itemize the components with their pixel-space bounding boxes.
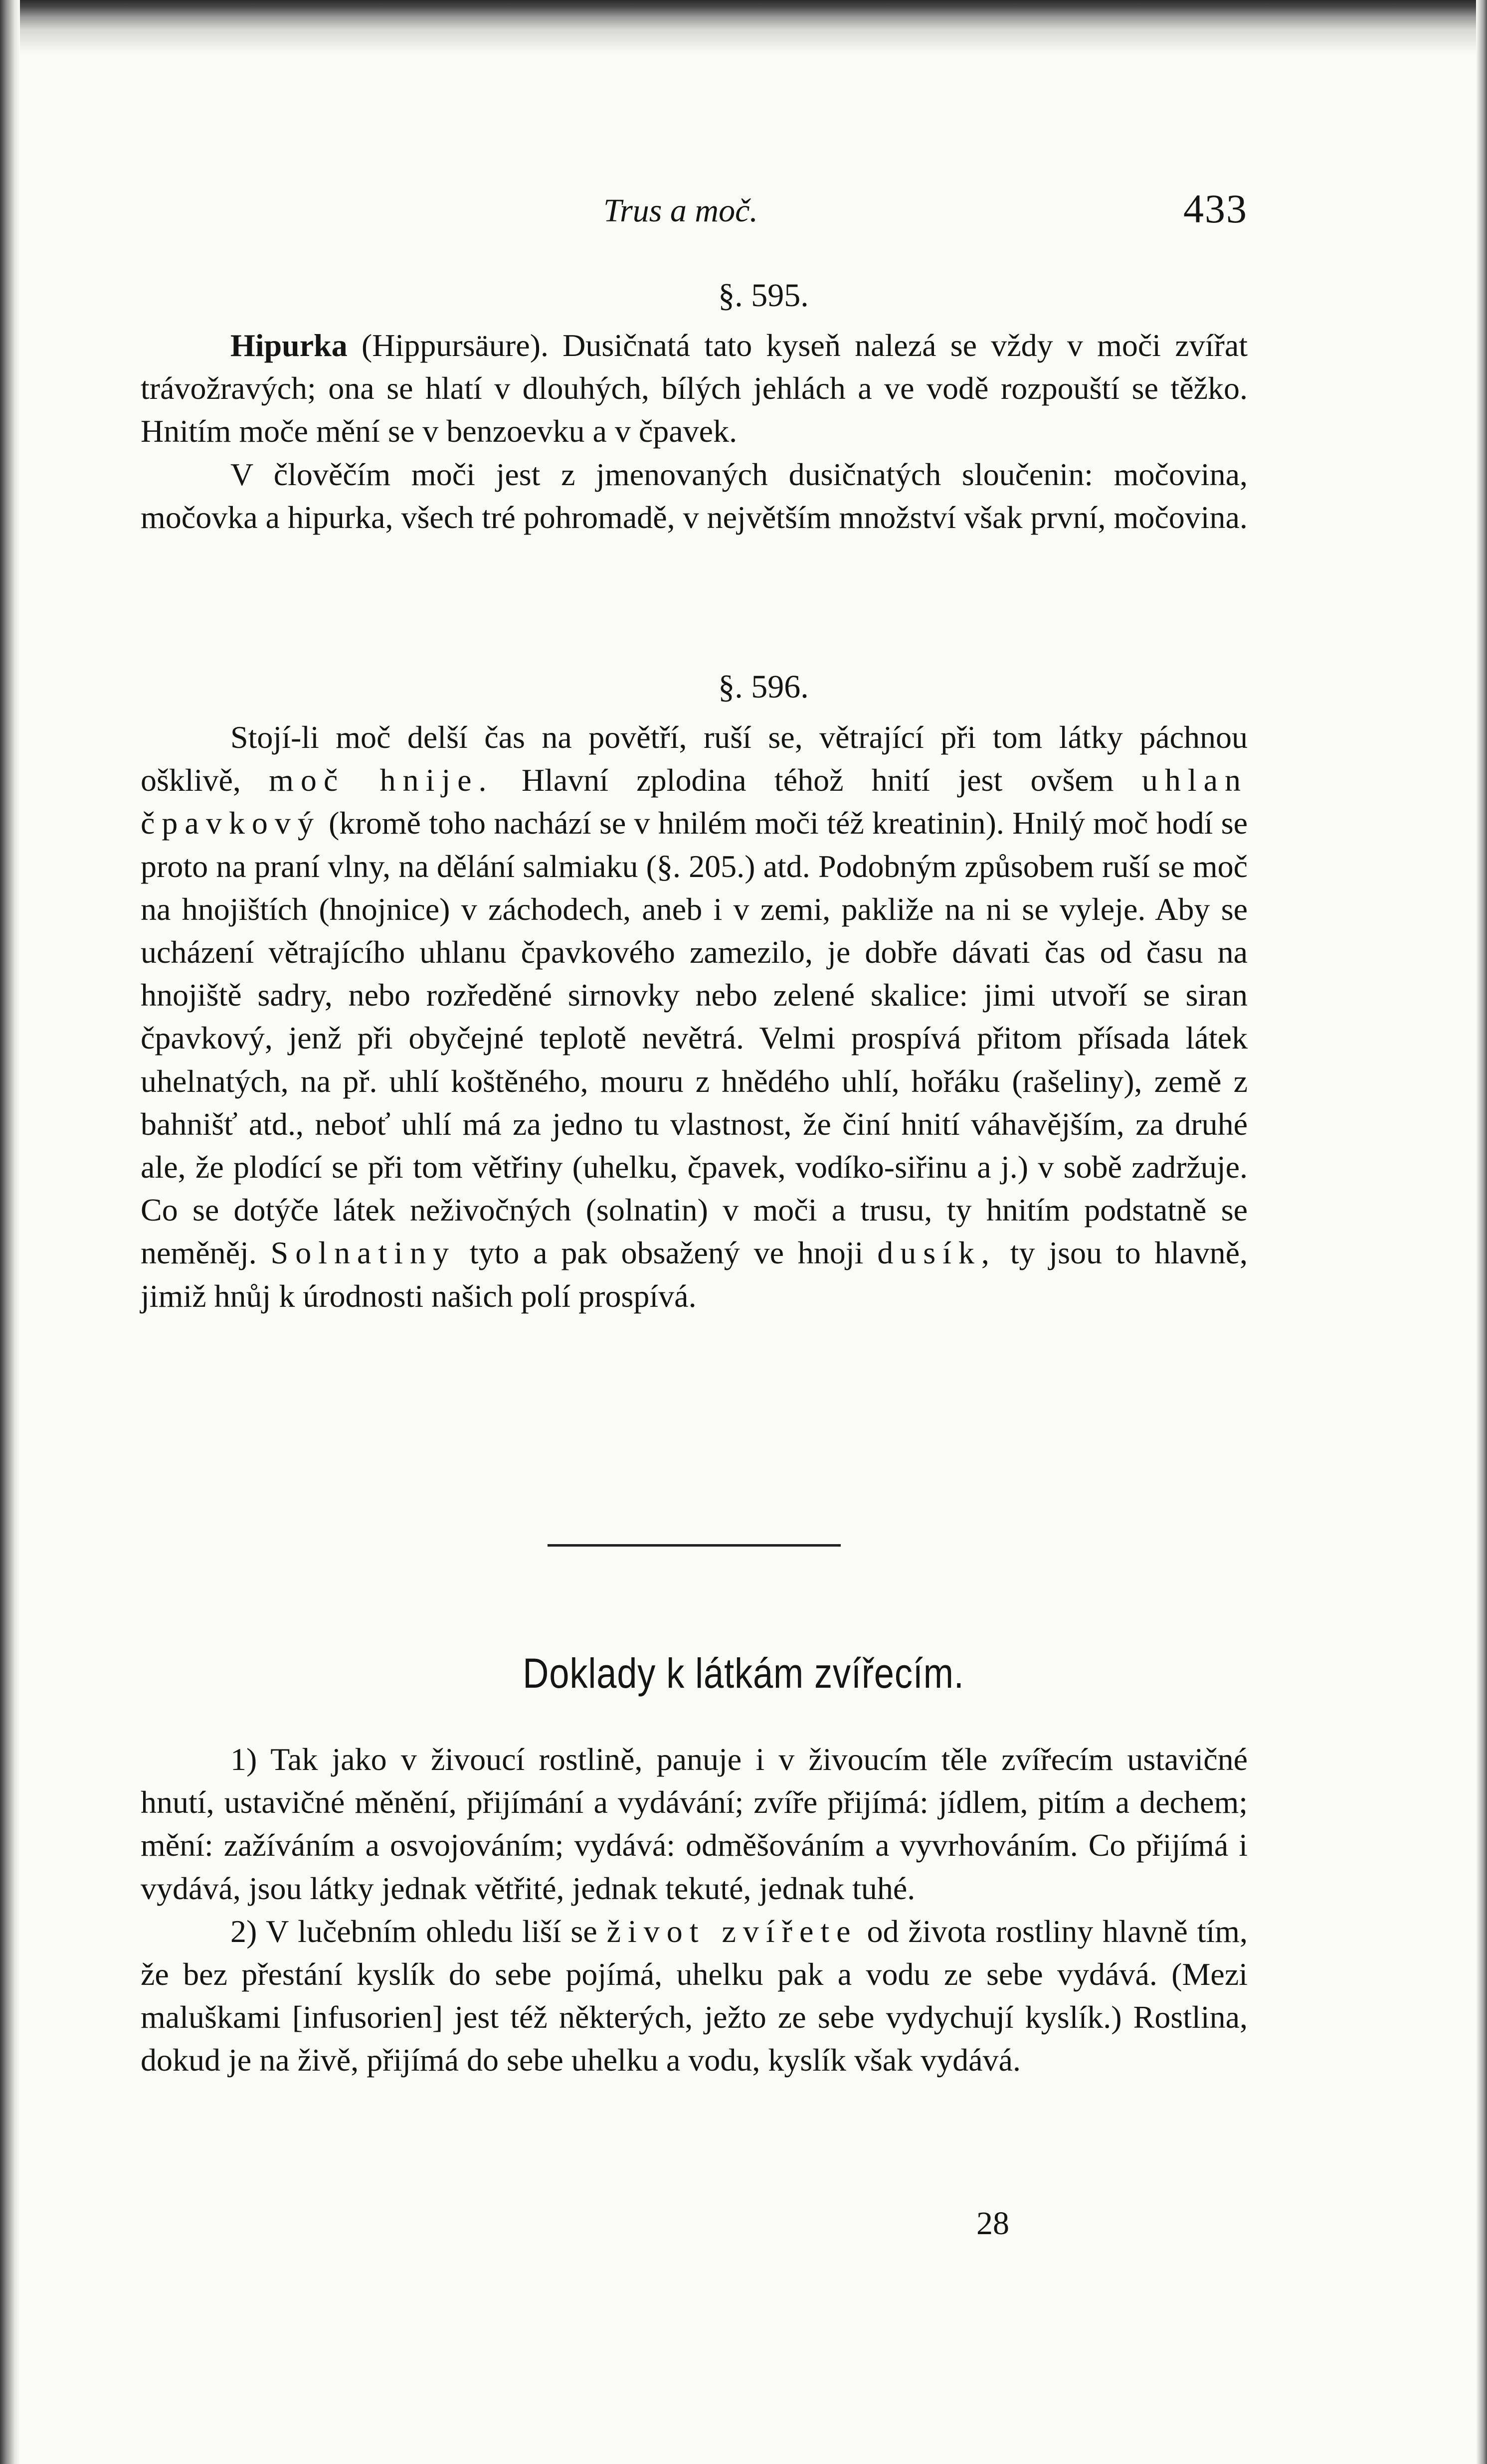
section-596-text-2: Hlavní zplodina téhož hnití jest ovšem xyxy=(493,762,1142,798)
emphasis-moc-hnije: moč hnije. xyxy=(269,762,494,798)
section-595-body xyxy=(141,324,1248,539)
section-596-text-1: Stojí-li moč delší čas na povětří, ruší se, větrající při tom látky páchnou ošklivě, xyxy=(141,719,1248,798)
doklady-paragraph-2-text-2: od života rostliny hlavně tím, že bez přestání kyslík do sebe pojímá, uhelku pak a vodu ze sebe vydává. (Mezi maluškami [infusorien] jest též některých, ježto ze sebe vydychují kyslík.) Rostlina, dokud je na živě, přijímá do sebe uhelku a vodu, kyslík však vydává. xyxy=(141,1913,1248,2078)
section-595-paragraph-2: V člověčím moči jest z jmenovaných dusičnatých sloučenin: močovina, močovka a hipurka, všech tré pohromadě, v největším množství však první, močovina. xyxy=(141,456,1248,535)
doklady-paragraph-2 xyxy=(141,1910,1248,2082)
section-596-heading: §. 596. xyxy=(718,669,809,705)
section-596-text-3: (kromě toho nachází se v hnilém moči též kreatinin). Hnilý moč hodí se proto na praní vlny, na dělání salmiaku (§. 205.) atd. Podobným způsobem ruší se moč na hnojištích (hnojnice) v záchodech, aneb i v zemi, pakliže na ni se vyleje. Aby se ucházení větrajícího uhlanu čpavkového zamezilo, je dobře dávati čas od času na hnojiště sadry, nebo rozředěné sirnovky nebo zelené skalice: jimi utvoří se siran čpavkový, jenž při obyčejné teplotě nevětrá. Velmi prospívá přitom přísada látek uhelnatých, na př. uhlí koštěného, mouru z hnědého uhlí, hořáku (rašeliny), země z bahnišť atd., neboť uhlí má za jedno tu vlastnost, že činí hnití váhavějším, za druhé ale, že plodící se při tom větřiny (uhelku, čpavek, vodíko-siřinu a j.) v sobě zadržuje. Co se dotýče látek neživočných (solnatin) v moči a trusu, ty hnitím podstatně se neměněj. xyxy=(141,805,1248,1271)
doklady-body xyxy=(141,1738,1248,2082)
scan-shadow-left xyxy=(0,0,20,2464)
section-596-paragraph xyxy=(141,716,1248,1318)
term-hipurka: Hipurka xyxy=(230,328,348,363)
doklady-paragraph-1: 1) Tak jako v živoucí rostlině, panuje i v živoucím těle zvířecím ustavičné hnutí, ustavičné měnění, přijímání a vydávání; zvíře přijímá: jídlem, pitím a dechem; mění: zažíváním a osvojováním; vydává: odměšováním a vyvrhováním. Co přijímá i vydává, jsou látky jednak větřité, jednak tekuté, jednak tuhé. xyxy=(141,1742,1248,1906)
scan-shadow-top xyxy=(0,0,1487,60)
section-596-text-4: tyto a pak obsažený ve hnoji xyxy=(455,1235,878,1271)
section-divider xyxy=(548,1544,841,1547)
section-596-text-5: ty jsou to hlavně, jimiž hnůj k úrodnosti našich polí prospívá. xyxy=(141,1235,1248,1314)
doklady-paragraph-2-text-1: 2) V lučebním ohledu liší se xyxy=(230,1913,607,1949)
section-596-body xyxy=(141,716,1248,1318)
emphasis-dusik: dusík, xyxy=(877,1235,996,1271)
emphasis-solnatiny: Solnatiny xyxy=(270,1235,456,1271)
page-number: 433 xyxy=(1183,186,1248,231)
signature-mark: 28 xyxy=(976,2205,1009,2242)
section-595-paragraph-1 xyxy=(141,324,1248,453)
doklady-heading: Doklady k látkám zvířecím. xyxy=(523,1650,964,1697)
scan-shadow-right xyxy=(1476,0,1487,2464)
running-head: Trus a moč. xyxy=(603,192,758,229)
emphasis-zivot-zvirete: život zvířete xyxy=(606,1913,858,1949)
emphasis-uhlan-cpavkovy: uhlan čpavkový xyxy=(141,762,1248,841)
section-595-paragraph-1-text: (Hippursäure). Dusičnatá tato kyseň nalezá se vždy v moči zvířat trávožravých; ona se hlatí v dlouhých, bílých jehlách a ve vodě rozpouští se těžko. Hnitím moče mění se v benzoevku a v čpavek. xyxy=(141,328,1248,449)
section-595-heading: §. 595. xyxy=(718,277,809,314)
